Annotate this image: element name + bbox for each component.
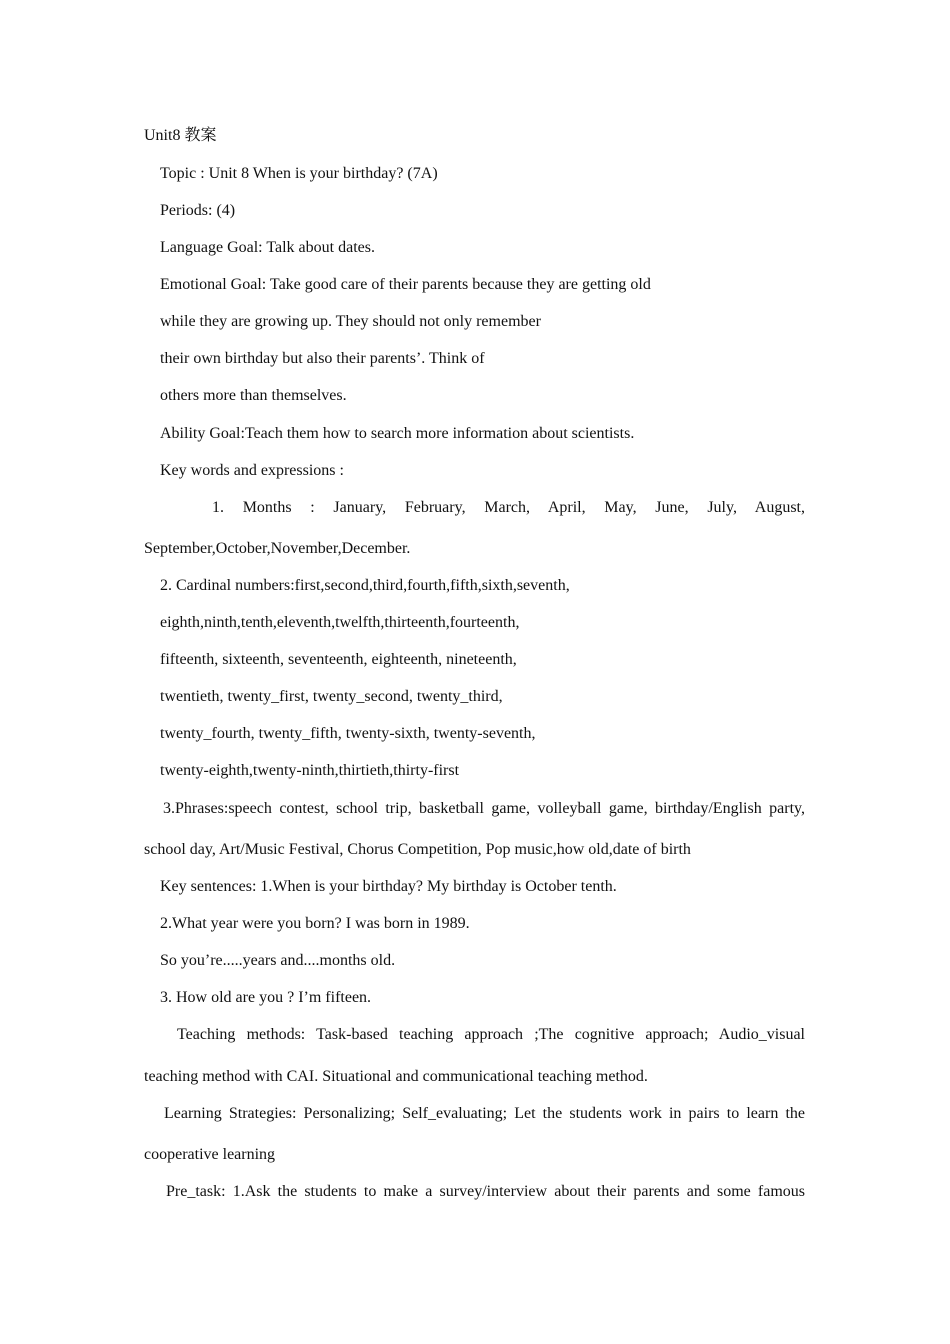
text-line: others more than themselves.	[160, 387, 347, 404]
text-line: So you’re.....years and....months old.	[160, 952, 396, 969]
cardinal-numbers-line: 2. Cardinal numbers:first,second,third,fourth,fifth,sixth,seventh,	[160, 577, 570, 594]
topic-line: Topic : Unit 8 When is your birthday? (7A)	[160, 165, 438, 182]
key-sentences-line: Key sentences: 1.When is your birthday? My birthday is October tenth.	[160, 878, 617, 895]
text-line: their own birthday but also their parents’. Think of	[160, 350, 485, 367]
phrases-continued-line: school day, Art/Music Festival, Chorus Competition, Pop music,how old,date of birth	[144, 841, 691, 858]
document-title: Unit8 教案	[144, 127, 217, 144]
learning-strategies-continued-line: cooperative learning	[144, 1146, 276, 1163]
emotional-goal-line: Emotional Goal: Take good care of their parents because they are getting old	[160, 276, 651, 293]
ability-goal-line: Ability Goal:Teach them how to search more information about scientists.	[160, 425, 635, 442]
language-goal-line: Language Goal: Talk about dates.	[160, 239, 375, 256]
text-line: while they are growing up. They should not only remember	[160, 313, 541, 330]
pre-task-line: Pre_task: 1.Ask the students to make a survey/interview about their parents and some famous	[166, 1183, 805, 1200]
text-line: twentieth, twenty_first, twenty_second, twenty_third,	[160, 688, 503, 705]
phrases-line: 3.Phrases:speech contest, school trip, basketball game, volleyball game, birthday/English party,	[163, 800, 805, 817]
text-line: 3. How old are you ? I’m fifteen.	[160, 989, 372, 1006]
months-continued-line: September,October,November,December.	[144, 540, 411, 557]
text-line: twenty_fourth, twenty_fifth, twenty-sixth, twenty-seventh,	[160, 725, 536, 742]
teaching-methods-continued-line: teaching method with CAI. Situational and communicational teaching method.	[144, 1068, 648, 1085]
text-line: eighth,ninth,tenth,eleventh,twelfth,thirteenth,fourteenth,	[160, 614, 520, 631]
teaching-methods-line: Teaching methods: Task-based teaching approach ;The cognitive approach; Audio_visual	[177, 1026, 805, 1043]
text-line: twenty-eighth,twenty-ninth,thirtieth,thirty-first	[160, 762, 460, 779]
key-words-heading: Key words and expressions :	[160, 462, 344, 479]
text-line: 2.What year were you born? I was born in 1989.	[160, 915, 470, 932]
learning-strategies-line: Learning Strategies: Personalizing; Self_evaluating; Let the students work in pairs to learn the	[164, 1105, 805, 1122]
periods-line: Periods: (4)	[160, 202, 236, 219]
text-line: fifteenth, sixteenth, seventeenth, eighteenth, nineteenth,	[160, 651, 517, 668]
months-line: 1. Months : January, February, March, April, May, June, July, August,	[212, 499, 805, 516]
